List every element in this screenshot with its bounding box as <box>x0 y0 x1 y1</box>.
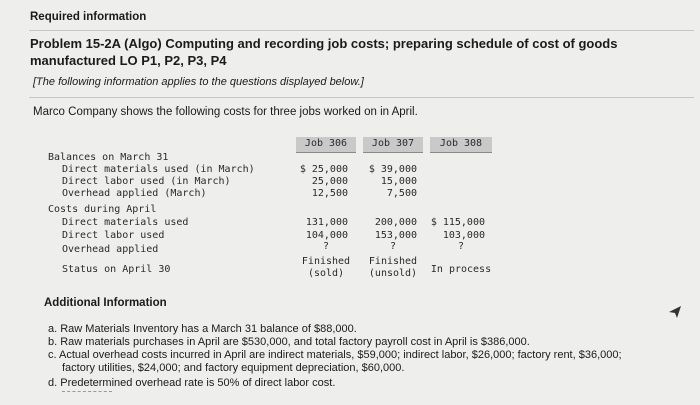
cell-job306-dl-april: 104,000 <box>305 230 348 241</box>
problem-title-line-1: Problem 15-2A (Algo) Computing and recording job costs; preparing schedule of cost of goods <box>30 36 618 51</box>
cell-job307-dl-march: 15,000 <box>380 176 417 187</box>
info-item-a: a. Raw Materials Inventory has a March 31 balance of $88,000. <box>48 323 357 335</box>
column-header-job-306: Job 306 <box>296 137 356 153</box>
row-label-costs-during-april: Costs during April <box>48 204 157 215</box>
problem-title-line-2: manufactured LO P1, P2, P3, P4 <box>30 53 227 68</box>
row-label-balances: Balances on March 31 <box>48 152 169 163</box>
info-item-c-line-1: c. Actual overhead costs incurred in April are indirect materials, $59,000; indirect labor, $26,000; factory rent, $36,000; <box>48 349 622 361</box>
cell-job306-dm-april: 131,000 <box>305 217 348 228</box>
cell-job306-dl-march: 25,000 <box>311 176 348 187</box>
row-label-oh-april: Overhead applied <box>62 244 159 255</box>
cell-job307-dm-april: 200,000 <box>374 217 417 228</box>
cell-job306-oh-march: 12,500 <box>311 188 348 199</box>
cell-job308-dl-april: 103,000 <box>442 230 485 241</box>
divider <box>29 30 694 31</box>
required-information-label: Required information <box>30 11 147 23</box>
column-header-job-307: Job 307 <box>363 137 423 153</box>
cell-job307-dl-april: 153,000 <box>374 230 417 241</box>
instruction-note: [The following information applies to the questions displayed below.] <box>33 76 364 88</box>
row-label-dm-april: Direct materials used <box>62 217 189 228</box>
cursor-arrow-icon <box>668 305 682 319</box>
info-item-c-line-2: factory utilities, $24,000; and factory equipment depreciation, $60,000. <box>62 362 405 374</box>
cell-job308-oh-april: ? <box>457 241 465 252</box>
cell-job307-oh-march: 7,500 <box>386 188 417 199</box>
row-label-dm-march: Direct materials used (in March) <box>62 164 255 175</box>
cell-job306-oh-april: ? <box>322 241 330 252</box>
cell-job307-status-line-1: Finished <box>368 256 418 267</box>
info-item-d: d. Predetermined overhead rate is 50% of direct labor cost. <box>48 377 336 389</box>
cell-job307-oh-april: ? <box>389 241 397 252</box>
row-label-status: Status on April 30 <box>62 264 171 275</box>
divider <box>29 97 694 98</box>
additional-information-heading: Additional Information <box>44 297 167 309</box>
row-label-dl-april: Direct labor used <box>62 230 165 241</box>
cell-job306-dm-march: $ 25,000 <box>299 164 348 175</box>
column-header-job-308: Job 308 <box>430 137 492 153</box>
cell-job306-status-line-2: (sold) <box>307 268 345 279</box>
info-item-b: b. Raw materials purchases in April are $530,000, and total factory payroll cost in April is $386,000. <box>48 336 530 348</box>
cell-job306-status-line-1: Finished <box>301 256 351 267</box>
row-label-dl-march: Direct labor used (in March) <box>62 176 231 187</box>
cell-job308-status: In process <box>430 264 492 275</box>
cell-job308-dm-april: $ 115,000 <box>430 217 485 228</box>
problem-intro: Marco Company shows the following costs for three jobs worked on in April. <box>33 106 418 118</box>
cell-job307-dm-march: $ 39,000 <box>368 164 417 175</box>
dashed-underline <box>62 391 112 392</box>
cell-job307-status-line-2: (unsold) <box>368 268 418 279</box>
row-label-oh-march: Overhead applied (March) <box>62 188 207 199</box>
